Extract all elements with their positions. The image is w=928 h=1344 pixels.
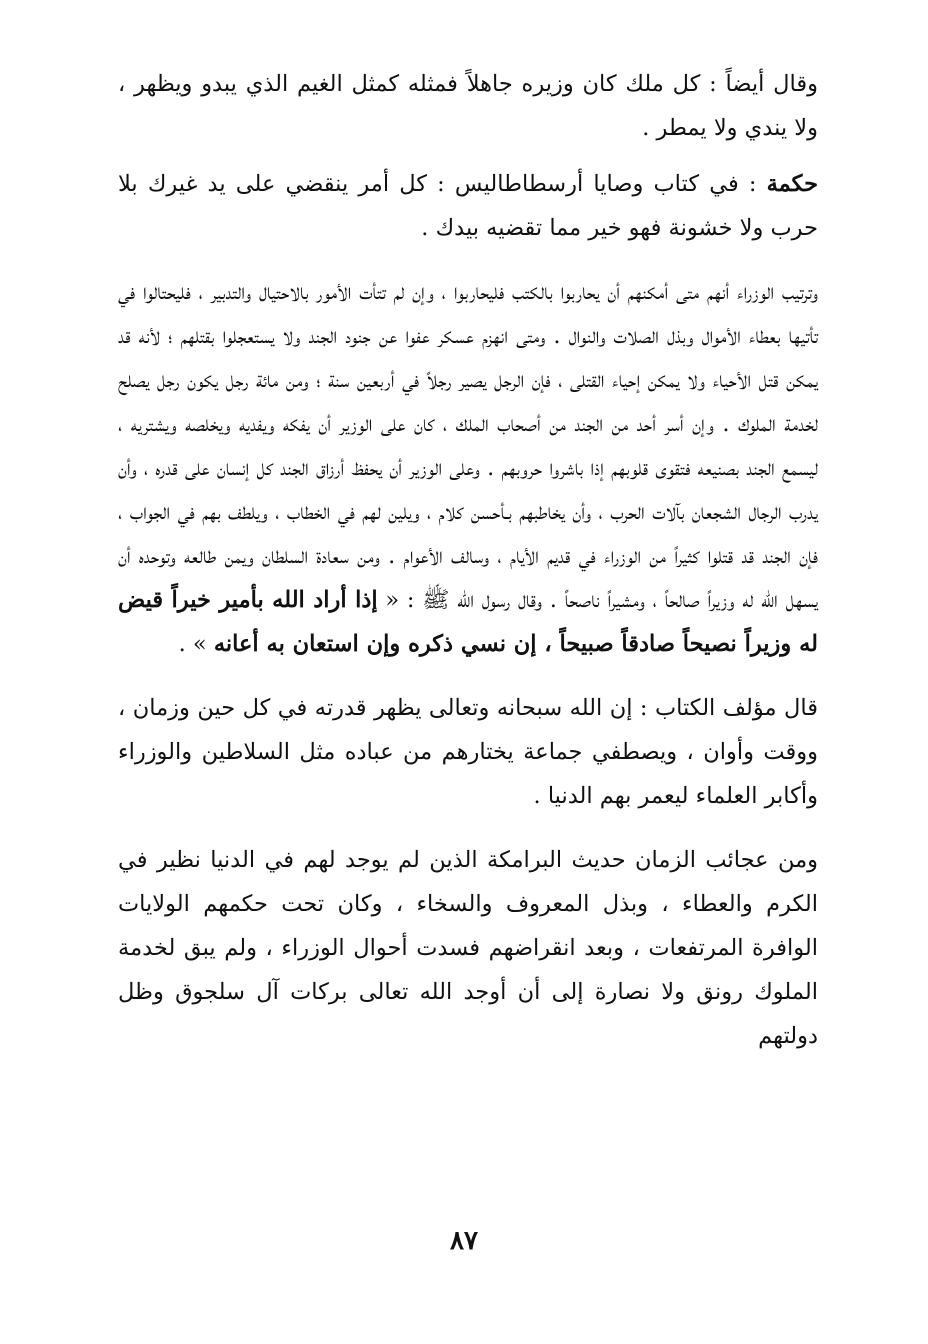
paragraph-gap (118, 150, 818, 162)
paragraph-4 (118, 686, 818, 818)
paragraph-1 (118, 62, 818, 150)
paragraph-4-text: قال مؤلف الكتاب : إن الله سبحانه وتعالى يظهر قدرته في كل حين وزمان ، ووقت وأوان ، ويصطفي جماعة يختارهم من عباده مثل السلاطين والوزراء وأكابر العلماء ليعمر بهم الدنيا . (118, 695, 818, 809)
page-body (118, 62, 818, 1058)
hadith-quote: إذا أراد الله بأمير خيراً قيض له وزيراً نصيحاً صادقاً صبيحاً ، إن نسي ذكره وإن استعان به أعانه (118, 587, 818, 657)
page-number: ٨٧ (450, 1226, 478, 1256)
paragraph-2-label: حكمة (766, 171, 818, 197)
paragraph-gap (118, 250, 818, 270)
paragraph-1-text: وقال أيضاً : كل ملك كان وزيره جاهلاً فمثله كمثل الغيم الذي يبدو ويظهر ، ولا يندي ولا يمطر . (118, 71, 818, 141)
paragraph-3-text: وترتيب الوزراء أنهم متى أمكنهم أن يحاربوا بالكتب فليحاربوا ، وإن لم تتأت الأمور بالاحتيال والتدبير ، فليحتالوا في تأتيها بعطاء الأموال وبذل الصلات والنوال . ومتى انهزم عسكر عفوا عن جنود الجند ولا يستعجلوا بقتلهم ؛ لأنه قد يمكن قتل الأحياء ولا يمكن إحياء القتلى ، فإن الرجل يصير رجلاً في أربعين سنة ؛ ومن مائة رجل يكون رجل يصلح لخدمة الملوك . وإن أسر أحد من الجند من أصحاب الملك ، كان على الوزير أن يفكه ويفديه ويخلصه ويشتريه ، ليسمع الجند بصنيعه فتقوى قلوبهم إذا باشروا حروبهم . وعلى الوزير أن يحفظ أرزاق الجند كل إنسان على قدره ، وأن يدرب الرجال الشجعان بآلات الحرب ، وأن يخاطبهم بـأحسن كلام ، ويلين لهم في الخطاب ، ويلطف بهم في الجواب ، فإن الجند قد قتلوا كثيراً من الوزراء في قديم الأيام ، وسالف الأعوام . ومن سعادة السلطان ويمن طالعه وتوحده أن يسهل الله له وزيراً صالحاً ، ومشيراً ناصحاً . وقال رسول الله ﷺ : « (118, 279, 818, 613)
paragraph-5 (118, 838, 818, 1058)
paragraph-3 (118, 270, 818, 666)
paragraph-5-text: ومن عجائب الزمان حديث البرامكة الذين لم يوجد لهم في الدنيا نظير في الكرم والعطاء ، وبذل المعروف والسخاء ، وكان تحت حكمهم الولايات الوافرة المرتفعات ، وبعد انقراضهم فسدت أحوال الوزراء ، ولم يبق لخدمة الملوك رونق ولا نصارة إلى أن أوجد الله تعالى بركات آل سلجوق وظل دولتهم (118, 847, 818, 1049)
paragraph-3-end: » . (178, 631, 214, 657)
paragraph-gap (118, 818, 818, 838)
paragraph-2 (118, 162, 818, 250)
paragraph-2-text: : في كتاب وصايا أرسطاطاليس : كل أمر ينقضي على يد غيرك بلا حرب ولا خشونة فهو خير مما تقضيه بيدك . (118, 171, 818, 241)
paragraph-gap (118, 666, 818, 686)
